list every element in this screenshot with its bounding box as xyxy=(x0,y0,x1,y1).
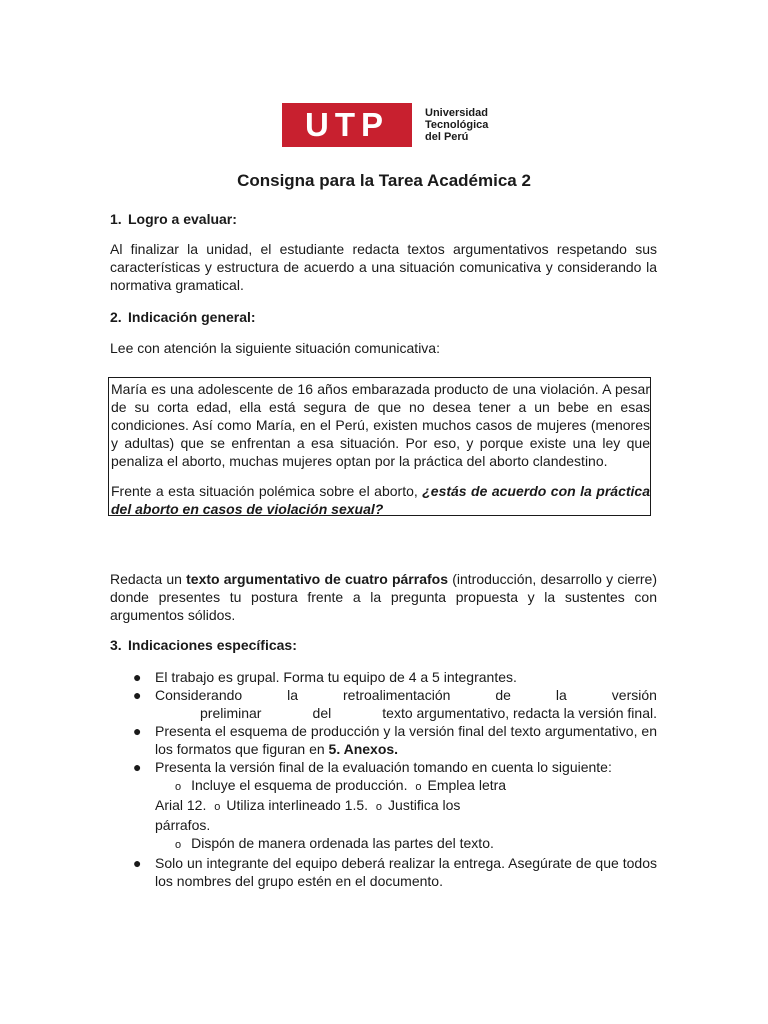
logo-line-1: Universidad xyxy=(425,107,488,119)
document-title: Consigna para la Tarea Académica 2 xyxy=(237,171,531,190)
sub-text: Arial 12. xyxy=(155,797,207,813)
item-text: El trabajo es grupal. Forma tu equipo de 4 a 5 integrantes. xyxy=(155,669,517,685)
bullet-icon: ● xyxy=(133,687,142,703)
circle-bullet-icon: o xyxy=(214,801,221,813)
section-1-paragraph: Al finalizar la unidad, el estudiante redacta textos argumentativos respetando sus características y estructura de acuerdo a una situación comunicativa y considerando la normativa gramatical. xyxy=(110,241,657,293)
word: Considerando xyxy=(155,687,243,703)
task-paragraph xyxy=(110,570,657,624)
sub-line xyxy=(155,796,657,816)
word: texto argumentativo, redacta la versión final. xyxy=(382,705,657,721)
bullet-icon: ● xyxy=(133,759,142,775)
sub-line xyxy=(155,776,657,796)
situation-paragraph: María es una adolescente de 16 años embarazada producto de una violación. A pesar de su corta edad, ella está segura de que no desea tener a un bebe en esas condiciones. Así como María, en el Perú, existen muchos casos de mujeres (menores y adultas) que se enfrentan a esa situación. Por eso, y porque existe una ley que penaliza el aborto, muchas mujeres optan por la práctica del aborto clandestino. xyxy=(111,381,650,469)
section-3-heading xyxy=(110,637,297,653)
circle-bullet-icon: o xyxy=(375,801,383,813)
sub-text: Justifica los xyxy=(388,797,461,813)
circle-bullet-icon: o xyxy=(175,781,182,793)
section-1-number: 1. xyxy=(110,211,122,227)
sub-text: Utiliza interlineado 1.5. xyxy=(226,797,369,813)
sub-text: Emplea letra xyxy=(427,777,507,793)
bullet-icon: ● xyxy=(133,723,142,739)
bullet-icon: ● xyxy=(133,669,142,685)
task-start: Redacta un xyxy=(110,571,187,587)
item-line xyxy=(155,704,657,722)
word: la xyxy=(555,687,567,703)
key-question: ¿estás de acuerdo con la práctica del aborto en casos de violación sexual? xyxy=(111,483,650,517)
logo-line-2: Tecnológica xyxy=(425,119,489,131)
bullet-icon: ● xyxy=(133,855,142,871)
situation-box xyxy=(108,377,651,516)
section-1-heading xyxy=(110,211,237,227)
logo-line-3: del Perú xyxy=(425,131,469,143)
task-highlight: texto argumentativo de cuatro párrafos xyxy=(186,571,448,587)
logo-letters: UTP xyxy=(305,106,389,143)
circle-bullet-icon: o xyxy=(175,839,182,851)
logo-wordmark xyxy=(425,107,488,143)
sub-line xyxy=(155,834,657,854)
section-2-intro: Lee con atención la siguiente situación comunicativa: xyxy=(110,340,440,356)
list-item xyxy=(110,686,657,722)
section-1-title: Logro a evaluar: xyxy=(128,211,237,227)
item-line xyxy=(155,686,657,704)
word: versión xyxy=(611,687,657,703)
word: de xyxy=(495,687,511,703)
word: del xyxy=(312,705,332,721)
situation-question-paragraph xyxy=(111,482,650,518)
sub-line xyxy=(155,816,657,834)
section-2-title: Indicación general: xyxy=(128,309,256,325)
list-item xyxy=(110,758,657,854)
list-item xyxy=(110,854,657,890)
circle-bullet-icon: o xyxy=(415,781,422,793)
section-2-heading xyxy=(110,309,256,325)
annex-reference: 5. Anexos. xyxy=(328,741,399,757)
item-text: Solo un integrante del equipo deberá realizar la entrega. Asegúrate de que todos los nombres del grupo estén en el documento. xyxy=(155,855,657,889)
word: retroalimentación xyxy=(343,687,451,703)
list-item xyxy=(110,668,657,686)
utp-logo xyxy=(282,103,488,147)
task-end: (introducción, desarrollo y cierre) donde presentes tu postura frente a la pregunta propuesta y la sustentes con argumentos sólidos. xyxy=(110,571,657,623)
section-3-title: Indicaciones específicas: xyxy=(128,637,297,653)
section-2-number: 2. xyxy=(110,309,122,325)
instructions-list xyxy=(110,668,657,890)
list-item xyxy=(110,722,657,758)
item-text: Presenta el esquema de producción y la versión final del texto argumentativo, en los formatos que figuran en xyxy=(155,723,657,757)
logo-mark xyxy=(282,103,412,147)
section-3-number: 3. xyxy=(110,637,122,653)
item-text: Presenta la versión final de la evaluación tomando en cuenta lo siguiente: xyxy=(155,759,612,775)
sub-text: Dispón de manera ordenada las partes del texto. xyxy=(191,835,494,851)
word: preliminar xyxy=(200,705,262,721)
word: la xyxy=(287,687,299,703)
sub-text: párrafos. xyxy=(155,817,211,833)
sub-text: Incluye el esquema de producción. xyxy=(191,777,408,793)
question-intro: Frente a esta situación polémica sobre el aborto, xyxy=(111,483,423,499)
